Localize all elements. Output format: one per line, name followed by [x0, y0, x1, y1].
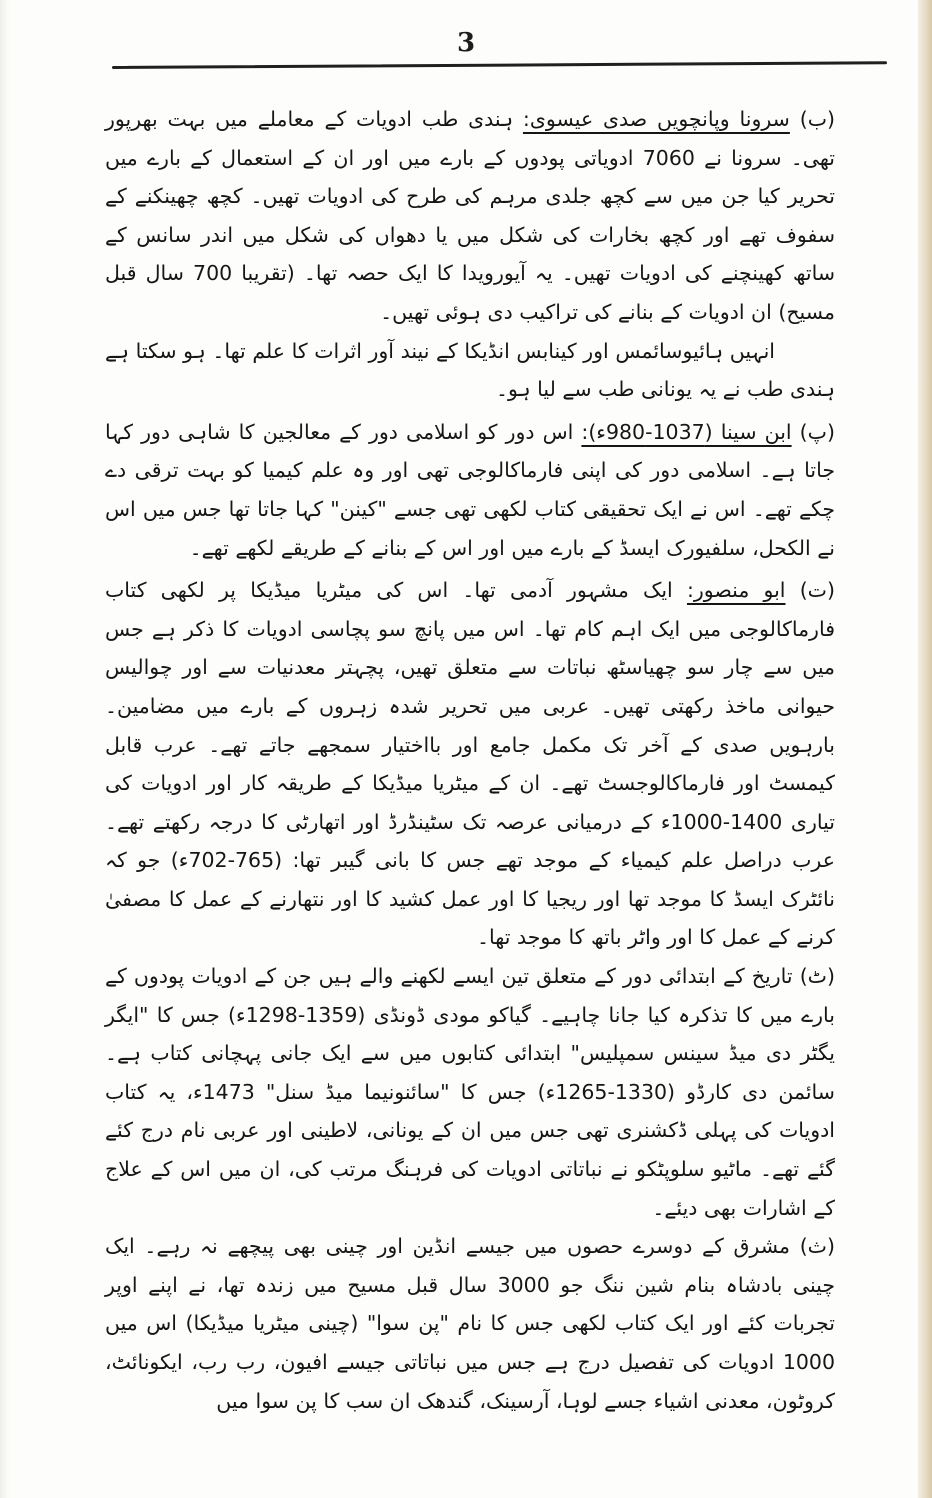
section-text: ایک مشہور آدمی تھا۔ اس کی میٹریا میڈیکا پر لکھی کتاب فارماکالوجی میں ایک اہم کام تھا۔ اس میں پانچ سو پچاسی ادویات کا ذکر ہے جس میں سے چار سو چھیاسٹھ نباتات سے متعلق تھیں، پچہتر معدنیات سے اور چوالیس حیوانی ماخذ رکھتی تھیں۔ عربی میں تحریر شدہ زہروں کے بارے میں مضامین۔ بارہویں صدی کے آخر تک مکمل جامع اور بااختیار سمجھے جاتے تھے۔ عرب قابل کیمسٹ اور فارماکالوجسٹ تھے۔ ان کے میٹریا میڈیکا کے طریقہ کار اور ادویات کی تیاری 1400-1000ء کے درمیانی عرصہ تک سٹینڈرڈ اور اتھارٹی کا درجہ رکھتے تھے۔ عرب دراصل علم کیمیاء کے موجد تھے جس کا بانی گیبر تھا: (765-702ء) جو کہ نائٹرک ایسڈ کا موجد تھا اور ریجیا کا اور عمل کشید کا اور نتھارنے کے عمل کا مصفیٰ کرنے کے عمل کا اور واٹر باتھ کا موجد تھا۔ [105, 578, 835, 950]
section-text: ہندی طب ادویات کے معاملے میں بہت بھرپور تھی۔ سرونا نے 7060 ادویاتی پودوں کے بارے میں اور ان کے استعمال کے بارے میں تحریر کیا جن میں سے کچھ جلدی مرہم کی طرح کی ادویات تھیں۔ کچھ چھینکنے کے سفوف تھے اور کچھ بخارات کی شکل میں یا دھواں کی شکل میں اندر سانس کے ساتھ کھینچنے کی ادویات تھیں۔ یہ آیورویدا کا ایک حصہ تھا۔ (تقریبا 700 سال قبل مسیح) ان ادویات کے بنانے کی تراکیب دی ہوئی تھیں۔ [105, 107, 836, 324]
section-label: (پ) [799, 419, 835, 444]
section-label: (ت) [799, 578, 835, 603]
section-b-surona [105, 100, 835, 332]
page-body [105, 100, 835, 1420]
page-edge [918, 0, 932, 1498]
section-b-continuation [105, 332, 835, 409]
section-t-abu-mansur [105, 571, 835, 957]
section-heading: سرونا وپانچویں صدی عیسوی: [522, 107, 790, 131]
section-tt-early-writers [105, 957, 835, 1227]
section-text: انہیں ہائیوسائمس اور کینابس انڈیکا کے نیند آور اثرات کا علم تھا۔ ہو سکتا ہے ہندی طب نے یہ یونانی طب سے لیا ہو۔ [105, 338, 835, 402]
section-s-east [105, 1227, 835, 1420]
section-p-ibn-sina [105, 413, 835, 567]
section-text: مشرق کے دوسرے حصوں میں جیسے انڈین اور چینی بھی پیچھے نہ رہے۔ ایک چینی بادشاہ بنام شین ننگ جو 3000 سال قبل مسیح میں زندہ تھا، نے اپنے اوپر تجربات کئے اور ایک کتاب لکھی جس کا نام "پن سوا" (چینی میٹریا میڈیکا) اس میں 1000 ادویات کی تفصیل درج ہے جس میں نباتاتی جیسے افیون، رب رب، ایکونائٹ، کروٹون، معدنی اشیاء جسے لوہا، آرسینک، گندھک ان سب کا پن سوا میں [105, 1234, 836, 1413]
section-label: (ث) [799, 1234, 835, 1259]
header-rule [112, 61, 887, 69]
section-heading: ابن سینا (1037-980ء): [581, 419, 792, 444]
section-text: اس دور کو اسلامی دور کے معالجین کا شاہی دور کہا جاتا ہے۔ اسلامی دور کی اپنی فارماکالوجی تھی اور وہ علم کیمیا کو بہت ترقی دے چکے تھے۔ اس نے ایک تحقیقی کتاب لکھی تھی جسے "کینن" کہا جاتا تھا جس میں اس نے الکحل، سلفیورک ایسڈ کے بارے میں اور اس کے بنانے کے طریقے لکھے تھے۔ [105, 419, 835, 560]
page-shadow [0, 0, 10, 1498]
section-text: تاریخ کے ابتدائی دور کے متعلق تین ایسے لکھنے والے ہیں جن کے ادویات پودوں کے بارے میں کا تذکرہ کیا جانا چاہیے۔ گیاکو مودی ڈونڈی (1359-1298ء) جس کا "ایگر یگٹر دی میڈ سینس سمپلیس" ابتدائی کتابوں میں سے ایک جانی پہچانی کتاب ہے۔ سائمن دی کارڈو (1330-1265ء) جس کا "سائنونیما میڈ سنل" 1473ء، یہ کتاب ادویات کی پہلی ڈکشنری تھی جس میں ان کے یونانی، لاطینی اور عربی نام درج کئے گئے تھے۔ ماٹیو سلوپٹکو نے نباتاتی ادویات کی فرہنگ مرتب کی، ان میں اس کے علاج کے اشارات بھی دیئے۔ [105, 964, 835, 1220]
page-number: 3 [456, 28, 476, 58]
section-heading: ابو منصور: [686, 578, 786, 603]
section-label: (ٹ) [799, 964, 835, 989]
section-label: (ب) [799, 107, 835, 131]
